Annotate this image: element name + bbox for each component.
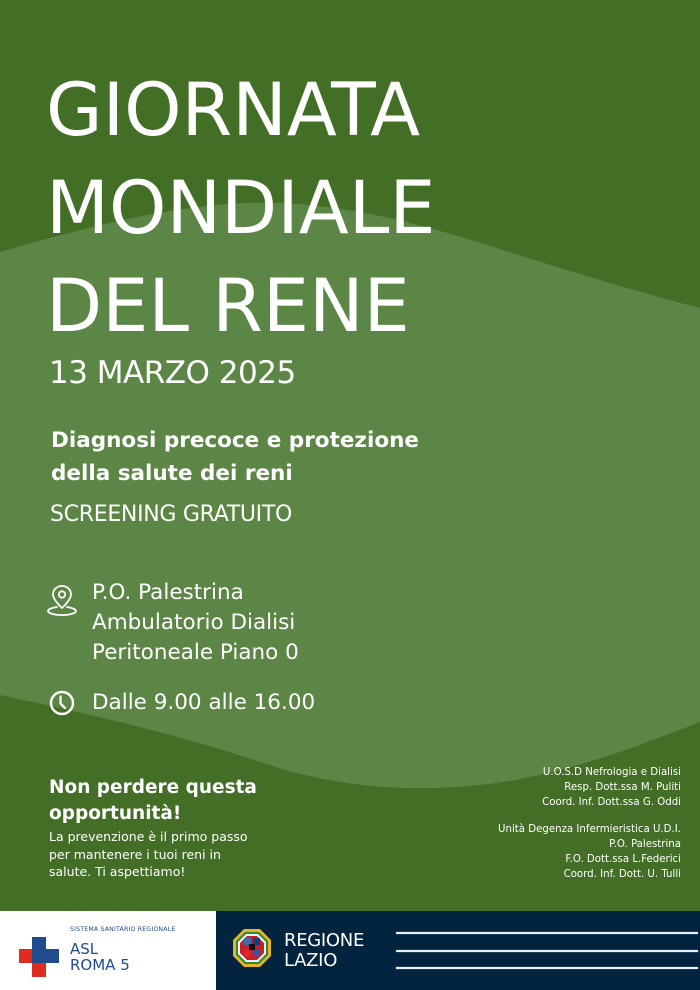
cta-heading — [49, 775, 257, 827]
credit-line: Resp. Dott.ssa M. Puliti — [564, 782, 681, 793]
cta-body-line: salute. Ti aspettiamo! — [49, 864, 186, 879]
asl-name-line: ROMA 5 — [70, 956, 130, 974]
screening-label: SCREENING GRATUITO — [50, 502, 293, 527]
lazio-emblem-icon — [232, 928, 272, 968]
cta-heading-line: Non perdere questa — [49, 777, 257, 798]
location-line: P.O. Palestrina — [92, 580, 244, 605]
cta-body — [49, 828, 248, 881]
credit-line: Coord. Inf. Dott.ssa G. Oddi — [542, 797, 681, 808]
credit-line: F.O. Dott.ssa L.Federici — [565, 854, 681, 865]
decorative-stripe — [396, 967, 698, 969]
decorative-stripe — [396, 932, 698, 934]
event-subtitle — [51, 424, 419, 490]
location-line: Ambulatorio Dialisi — [92, 610, 296, 635]
credit-line: P.O. Palestrina — [609, 839, 681, 850]
asl-name — [70, 941, 130, 973]
region-name-line: LAZIO — [284, 950, 338, 971]
organizer-credits — [498, 765, 681, 882]
map-pin-icon — [46, 583, 78, 617]
asl-name-line: ASL — [70, 940, 99, 958]
title-line: DEL RENE — [46, 264, 410, 349]
event-location — [92, 578, 299, 668]
asl-roma5-logo — [0, 911, 216, 990]
credit-line: Coord. Inf. Dott. U. Tulli — [563, 869, 681, 880]
regione-lazio-logo — [216, 911, 700, 990]
location-line: Peritoneale Piano 0 — [92, 640, 299, 665]
cta-body-line: La prevenzione è il primo passo — [49, 829, 248, 844]
footer-logos — [0, 911, 700, 990]
event-date: 13 MARZO 2025 — [49, 355, 296, 391]
title-line: MONDIALE — [46, 166, 436, 251]
asl-tagline: SISTEMA SANITARIO REGIONALE — [70, 926, 176, 933]
credit-line: Unità Degenza Infermieristica U.D.I. — [498, 824, 681, 835]
region-name-line: REGIONE — [284, 930, 365, 951]
red-blue-cross-icon — [19, 937, 59, 977]
region-name — [284, 931, 364, 971]
clock-icon — [49, 690, 75, 716]
decorative-stripe — [396, 950, 698, 952]
credit-line: U.O.S.D Nefrologia e Dialisi — [542, 767, 681, 778]
credit-spacer — [498, 810, 681, 822]
subtitle-line: Diagnosi precoce e protezione — [51, 428, 419, 453]
cta-body-line: per mantenere i tuoi reni in — [49, 846, 221, 862]
event-title — [46, 62, 436, 356]
title-line: GIORNATA — [46, 68, 421, 153]
event-time: Dalle 9.00 alle 16.00 — [92, 690, 316, 715]
subtitle-line: della salute dei reni — [51, 461, 293, 486]
cta-heading-line: opportunità! — [49, 803, 182, 824]
